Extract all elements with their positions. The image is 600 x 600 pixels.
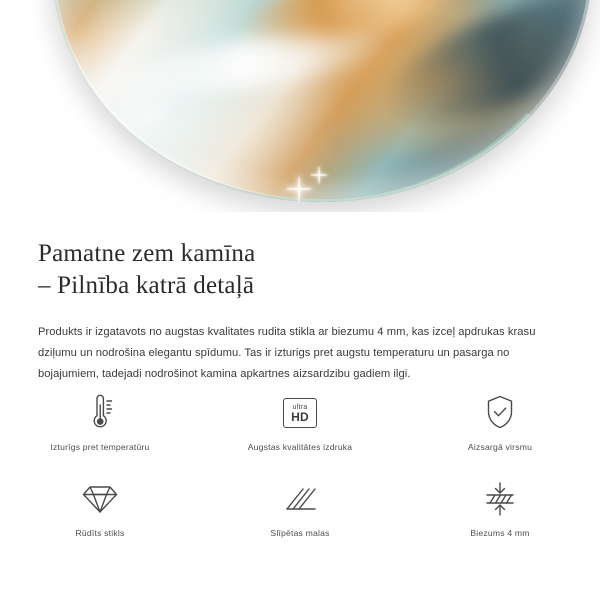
- shield-check-icon: [483, 390, 517, 436]
- headline-line-2: – Pilnība katrā detaļā: [38, 272, 255, 299]
- feature-caption: Biezums 4 mm: [470, 528, 530, 538]
- ultra-label: ultra: [292, 403, 308, 411]
- feature-caption: Augstas kvalitātes izdruka: [247, 442, 353, 452]
- feature-caption: Slīpētas malas: [270, 528, 330, 538]
- feature-item: [200, 390, 400, 452]
- diamond-icon: [81, 476, 119, 522]
- thickness-arrows-icon: [482, 476, 518, 522]
- hd-label: HD: [291, 409, 309, 424]
- feature-caption: Aizsargā virsmu: [467, 442, 533, 452]
- headline-line-1: Pamatne zem kamīna: [38, 240, 256, 267]
- feature-item: [0, 390, 200, 452]
- feature-item: [200, 476, 400, 538]
- feature-caption: Izturīgs pret temperatūru: [50, 442, 150, 452]
- feature-item: [0, 476, 200, 538]
- hero-image: [0, 0, 600, 212]
- body-paragraph: Produkts ir izgatavots no augstas kvalitates rudita stikla ar biezumu 4 mm, kas izceļ apdrukas krasu dziļumu un nodrošina elegantu spīdumu. Tas ir izturigs pret augstu temperaturu un pasarga no bojajumiem, tadejadi nodrošinot kamina apkartnes aizsardzibu gadiem ilgi.: [38, 326, 536, 380]
- thermometer-icon: [85, 390, 115, 436]
- ultra-hd-icon: [283, 390, 317, 436]
- feature-caption: Rūdīts stikls: [75, 528, 125, 538]
- polished-edges-icon: [283, 476, 317, 522]
- feature-item: [400, 390, 600, 452]
- feature-grid: [0, 390, 600, 538]
- marble-glass-slab: [52, 0, 592, 202]
- text-content: [0, 212, 600, 385]
- page-title: [38, 238, 600, 302]
- feature-item: [400, 476, 600, 538]
